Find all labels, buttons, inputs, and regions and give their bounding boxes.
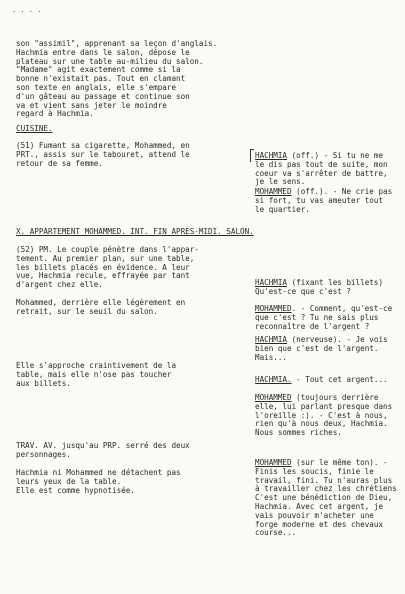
scene-heading: X. APPARTEMENT MOHAMMED. INT. FIN APRES-MIDI. SALON.	[16, 227, 254, 236]
text-line: retrait, sur le seuil du salon.	[16, 306, 158, 316]
text-line: si fort, tu vas ameuter tout	[255, 195, 384, 205]
text-line: rien qu'à nous deux, Hachmia.	[255, 419, 388, 429]
text-line: vais pouvoir m'acheter une	[255, 510, 374, 520]
speaker-name: MOHAMMED	[255, 304, 292, 313]
speaker-name: MOHAMMED	[255, 393, 292, 402]
text-line: que c'est ? Tu ne sais plus	[255, 312, 379, 322]
text-line: travail, fini. Tu n'auras plus	[255, 475, 393, 485]
text-line: Nous sommes riches.	[255, 428, 342, 438]
text-line: regard à Hachmia.	[16, 109, 94, 119]
text-line: aux billets.	[16, 378, 71, 388]
speaker-name: HACHMIA.	[255, 375, 292, 384]
text-line: les billets placés en évidence. A leur	[16, 262, 190, 272]
text-line: tement. Au premier plan, sur une table,	[16, 253, 195, 263]
text-line: coeur va s'arrêter de battre,	[255, 168, 388, 178]
dialogue-mohammed-comment	[255, 305, 392, 331]
dialogue-mohammed-meme-ton	[255, 459, 397, 538]
text-line: bien que c'est de l'argent.	[255, 343, 379, 353]
text-line: reconnaître de l'argent ?	[255, 321, 370, 331]
text-line: HACHMIA (off.) - Si tu ne me	[255, 151, 384, 160]
speaker-name: HACHMIA	[255, 278, 288, 287]
text-line: Hachmia ni Mohammed ne détachent pas	[16, 468, 181, 477]
text-line: le quartier.	[255, 204, 310, 214]
text-line: MOHAMMED. - Comment, qu'est-ce	[255, 304, 393, 313]
dialogue-hachmia-argent	[255, 376, 388, 385]
speaker-name: MOHAMMED	[255, 458, 292, 467]
text-line: course...	[255, 528, 297, 538]
text-line: Elle est comme hypnotisée.	[16, 485, 135, 495]
text-line: Finis les soucis, finie le	[255, 466, 374, 476]
text-line: va et vient sans jeter le moindre	[16, 100, 167, 110]
text-line: vue, Hachmia recule, effrayée par tant	[16, 271, 190, 281]
text-line: Hachmia. Avec cet argent, je	[255, 501, 384, 511]
text-line: table, mais elle n'ose pas toucher	[16, 369, 172, 379]
text-line: HACHMIA (fixant les billets)	[255, 278, 384, 287]
text-line: HACHMIA. - Tout cet argent...	[255, 375, 388, 384]
text-line: TRAV. AV. jusqu'au PRP. serré des deux	[16, 441, 190, 450]
text-line: d'un gâteau au passage et continue son	[16, 91, 190, 101]
text-line: MOHAMMED (off.). - Ne crie pas	[255, 187, 393, 196]
text-line: leurs yeux de la table.	[16, 476, 122, 486]
text-line: personnages.	[16, 449, 71, 459]
text-line: (52) PM. Le couple pénètre dans l'appar-	[16, 245, 199, 254]
text-line: bonne n'existait pas. Tout en clamant	[16, 74, 186, 84]
dialogue-mohammed-toujours	[255, 394, 392, 438]
margin-bracket	[250, 149, 254, 162]
scene-52-paragraph	[16, 246, 199, 290]
text-line: plateau sur une table au-milieu du salon.	[16, 56, 204, 66]
header-marks: . . . .	[12, 6, 42, 14]
text-line: PRT., assis sur le tabouret, attend le	[16, 149, 190, 159]
text-line: l'oreille :). - C'est à nous,	[255, 410, 388, 420]
text-line: Elle s'approche craintivement de la	[16, 361, 177, 370]
text-line: son texte en anglais, elle s'empare	[16, 82, 177, 92]
speaker-name: HACHMIA	[255, 335, 288, 344]
text-line: Mohammed, derrière elle légèrement en	[16, 298, 186, 307]
text-line: HACHMIA (nerveuse). - Je vois	[255, 335, 388, 344]
hypnotisee-paragraph	[16, 469, 181, 495]
cuisine-paragraph	[16, 142, 190, 168]
text-line: son "assimil", apprenant sa leçon d'anglais.	[16, 39, 218, 48]
text-line: "Madame" agit exactement comme si la	[16, 65, 181, 75]
cuisine-heading: CUISINE.	[16, 124, 53, 133]
text-line: MOHAMMED (sur le même ton). -	[255, 458, 388, 467]
approche-paragraph	[16, 362, 176, 388]
text-line: je le sens.	[255, 177, 306, 187]
text-line: MOHAMMED (toujours derrière	[255, 393, 379, 402]
speaker-name: HACHMIA	[255, 151, 288, 160]
text-line: (51) Fumant sa cigarette, Mohammed, en	[16, 141, 190, 150]
text-line: Hachmia entre dans le salon, dépose le	[16, 47, 190, 57]
dialogue-hachmia-fixant	[255, 279, 383, 297]
text-line: le dis pas tout de suite, mon	[255, 159, 388, 169]
intro-paragraph	[16, 40, 217, 119]
dialogue-hachmia-off	[255, 152, 388, 187]
text-line: C'est une bénédiction de Dieu,	[255, 493, 393, 503]
text-line: elle, lui parlant presque dans	[255, 401, 393, 411]
trav-paragraph	[16, 442, 190, 460]
text-line: d'argent chez elle.	[16, 280, 103, 290]
dialogue-hachmia-nerveuse	[255, 336, 388, 362]
speaker-name: MOHAMMED	[255, 187, 292, 196]
text-line: Qu'est-ce que c'est ?	[255, 286, 352, 296]
mohammed-retrait-paragraph	[16, 299, 185, 317]
text-line: à travailler chez les chrétiens	[255, 484, 397, 494]
text-line: retour de sa femme.	[16, 158, 103, 168]
text-line: Mais...	[255, 352, 288, 362]
dialogue-mohammed-off	[255, 188, 392, 214]
text-line: forge moderne et des chevaux	[255, 519, 384, 529]
